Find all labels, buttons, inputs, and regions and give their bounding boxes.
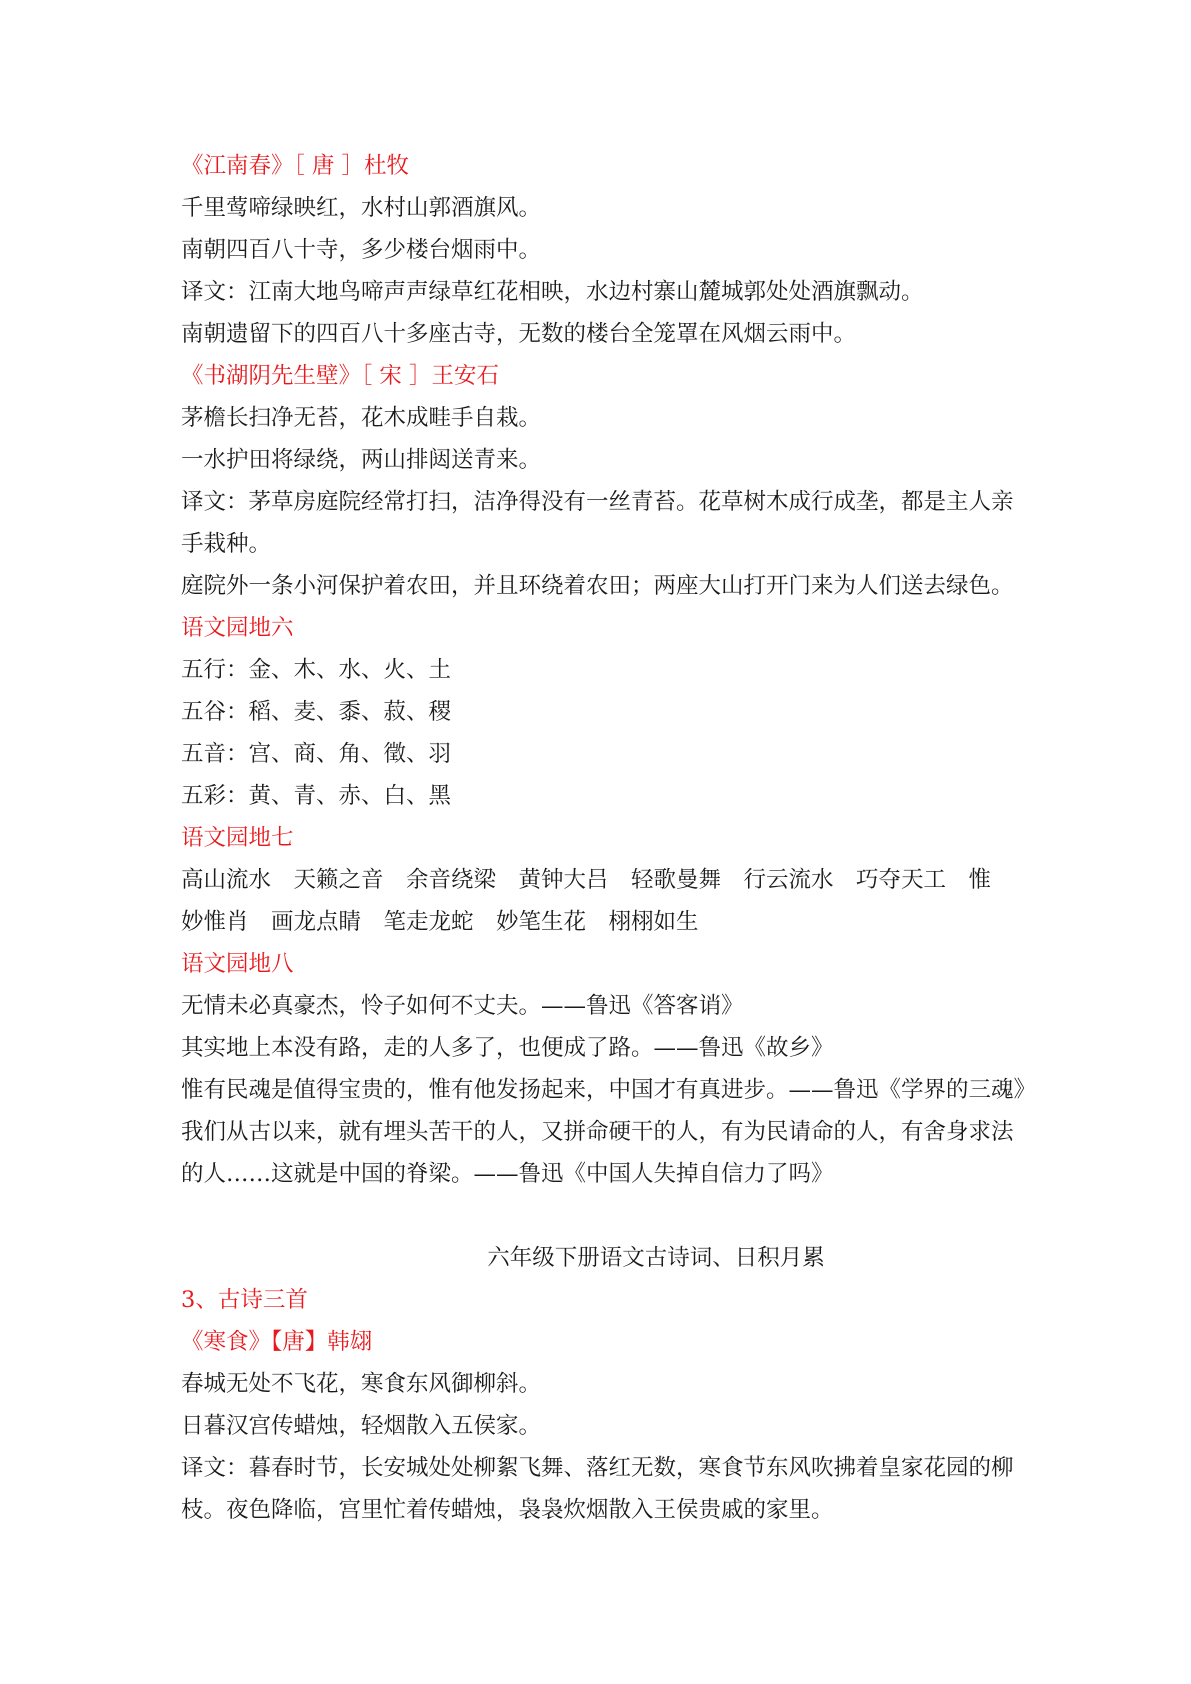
quote-line: 惟有民魂是值得宝贵的，惟有他发扬起来，中国才有真进步。——鲁迅《学界的三魂》 [181, 1077, 1037, 1103]
translation-line: 译文：江南大地鸟啼声声绿草红花相映，水边村寨山麓城郭处处酒旗飘动。 [181, 279, 924, 305]
part-heading: 六年级下册语文古诗词、日积月累 [487, 1245, 825, 1271]
list-item: 五谷：稻、麦、黍、菽、稷 [181, 699, 452, 725]
section-heading: 语文园地七 [181, 825, 294, 851]
quote-line: 我们从古以来，就有埋头苦干的人，又拼命硬干的人，有为民请命的人，有舍身求法 [181, 1119, 1014, 1145]
poem-title: 《寒食》【唐】韩翃 [181, 1329, 373, 1355]
translation-line: 庭院外一条小河保护着农田，并且环绕着农田；两座大山打开门来为人们送去绿色。 [181, 573, 1014, 599]
translation-line: 译文：茅草房庭院经常打扫，洁净得没有一丝青苔。花草树木成行成垄，都是主人亲 [181, 489, 1014, 515]
quote-line: 的人……这就是中国的脊梁。——鲁迅《中国人失掉自信力了吗》 [181, 1161, 834, 1187]
quote-line: 其实地上本没有路，走的人多了，也便成了路。——鲁迅《故乡》 [181, 1035, 834, 1061]
poem-line: 千里莺啼绿映红，水村山郭酒旗风。 [181, 195, 542, 221]
list-item: 五彩：黄、青、赤、白、黑 [181, 783, 452, 809]
poem-line: 一水护田将绿绕，两山排闼送青来。 [181, 447, 542, 473]
poem-title: 《江南春》［ 唐 ］杜牧 [181, 153, 410, 179]
idiom-line: 妙惟肖 画龙点睛 笔走龙蛇 妙笔生花 栩栩如生 [181, 909, 699, 935]
list-item: 五音：宫、商、角、徵、羽 [181, 741, 452, 767]
poem-title: 《书湖阴先生壁》［ 宋 ］王安石 [181, 363, 500, 389]
spacer [181, 1195, 1061, 1237]
translation-line: 枝。夜色降临，宫里忙着传蜡烛，袅袅炊烟散入王侯贵戚的家里。 [181, 1497, 834, 1523]
lesson-heading: 3、古诗三首 [181, 1287, 308, 1313]
idiom-line: 高山流水 天籁之音 余音绕梁 黄钟大吕 轻歌曼舞 行云流水 巧夺天工 惟 [181, 867, 992, 893]
translation-line: 南朝遗留下的四百八十多座古寺，无数的楼台全笼罩在风烟云雨中。 [181, 321, 857, 347]
list-item: 五行：金、木、水、火、土 [181, 657, 452, 683]
section-heading: 语文园地六 [181, 615, 294, 641]
poem-line: 茅檐长扫净无苔，花木成畦手自栽。 [181, 405, 542, 431]
poem-line: 日暮汉宫传蜡烛，轻烟散入五侯家。 [181, 1413, 542, 1439]
translation-line: 译文：暮春时节，长安城处处柳絮飞舞、落红无数，寒食节东风吹拂着皇家花园的柳 [181, 1455, 1014, 1481]
translation-line: 手栽种。 [181, 531, 272, 557]
quote-line: 无情未必真豪杰，怜子如何不丈夫。——鲁迅《答客诮》 [181, 993, 744, 1019]
document-page [181, 145, 1061, 1531]
poem-line: 春城无处不飞花，寒食东风御柳斜。 [181, 1371, 542, 1397]
poem-line: 南朝四百八十寺，多少楼台烟雨中。 [181, 237, 542, 263]
section-heading: 语文园地八 [181, 951, 294, 977]
